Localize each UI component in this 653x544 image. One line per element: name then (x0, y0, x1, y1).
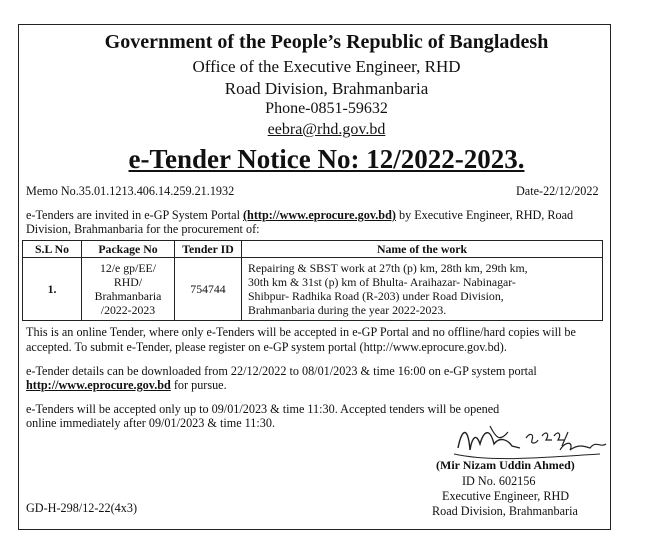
online-tender-line-2: accepted. To submit e-Tender, please register on e-GP system portal (http://www.eprocure.gov.bd). (26, 340, 507, 354)
signatory-name: (Mir Nizam Uddin Ahmed) (436, 458, 575, 472)
acceptance-line-1: e-Tenders will be accepted only up to 09/01/2023 & time 11:30. Accepted tenders will be opened (26, 402, 500, 416)
online-tender-line-1: This is an online Tender, where only e-Tenders will be accepted in e-GP Portal and no offline/hard copies will be (26, 325, 576, 339)
package-line: Brahmanbaria (94, 289, 162, 303)
download-line-2-text: for pursue. (170, 378, 227, 392)
acceptance-line-2: online immediately after 09/01/2023 & time 11:30. (26, 416, 276, 430)
footer-reference: GD-H-298/12-22(4x3) (26, 501, 138, 515)
header-sl-no: S.L No (23, 241, 82, 258)
cell-package-no (82, 258, 175, 321)
signatory-id: ID No. 602156 (462, 474, 536, 488)
division-name: Road Division, Brahmanbaria (224, 79, 429, 98)
office-name: Office of the Executive Engineer, RHD (192, 57, 461, 76)
cell-name-of-work (242, 258, 603, 321)
work-line: Shibpur- Radhika Road (R-203) under Road Division, (248, 289, 504, 303)
intro-text-end: by Executive Engineer, RHD, Road (395, 208, 574, 222)
package-line: /2022-2023 (100, 303, 156, 317)
memo-number: Memo No.35.01.1213.406.14.259.21.1932 (26, 184, 235, 198)
table-row (23, 258, 603, 321)
intro-text: e-Tenders are invited in e-GP System Portal (26, 208, 243, 222)
signatory-title: Executive Engineer, RHD (442, 489, 570, 503)
table-header-row (23, 241, 603, 258)
header-tender-id: Tender ID (175, 241, 242, 258)
notice-title: e-Tender Notice No: 12/2022-2023. (128, 144, 525, 174)
eprocure-download-link[interactable]: http://www.eprocure.gov.bd (26, 378, 171, 392)
phone-number: Phone-0851-59632 (265, 100, 388, 117)
work-line: Repairing & SBST work at 27th (p) km, 28th km, 29th km, (248, 261, 528, 275)
government-title: Government of the People’s Republic of Bangladesh (104, 31, 549, 53)
cell-sl-no: 1. (23, 258, 82, 321)
work-line: Brahmanbaria during the year 2022-2023. (248, 303, 447, 317)
header-name-of-work: Name of the work (242, 241, 603, 258)
tender-table (22, 240, 603, 321)
download-line-1: e-Tender details can be downloaded from 22/12/2022 to 08/01/2023 & time 16:00 on e-GP system portal (26, 364, 537, 378)
cell-tender-id: 754744 (175, 258, 242, 321)
memo-date: Date-22/12/2022 (516, 184, 599, 198)
eprocure-link[interactable]: (http://www.eprocure.gov.bd) (243, 208, 396, 222)
signatory-office: Road Division, Brahmanbaria (432, 504, 578, 518)
intro-line-1 (26, 208, 573, 222)
work-line: 30th km & 31st (p) km of Bhulta- Araihazar- Nabinagar- (248, 275, 516, 289)
package-line: 12/e gp/EE/ RHD/ (99, 261, 157, 289)
header-package-no: Package No (82, 241, 175, 258)
email-link[interactable]: eebra@rhd.gov.bd (267, 121, 386, 138)
download-line-2 (26, 378, 227, 392)
intro-line-2: Division, Brahmanbaria for the procurement of: (26, 222, 260, 236)
